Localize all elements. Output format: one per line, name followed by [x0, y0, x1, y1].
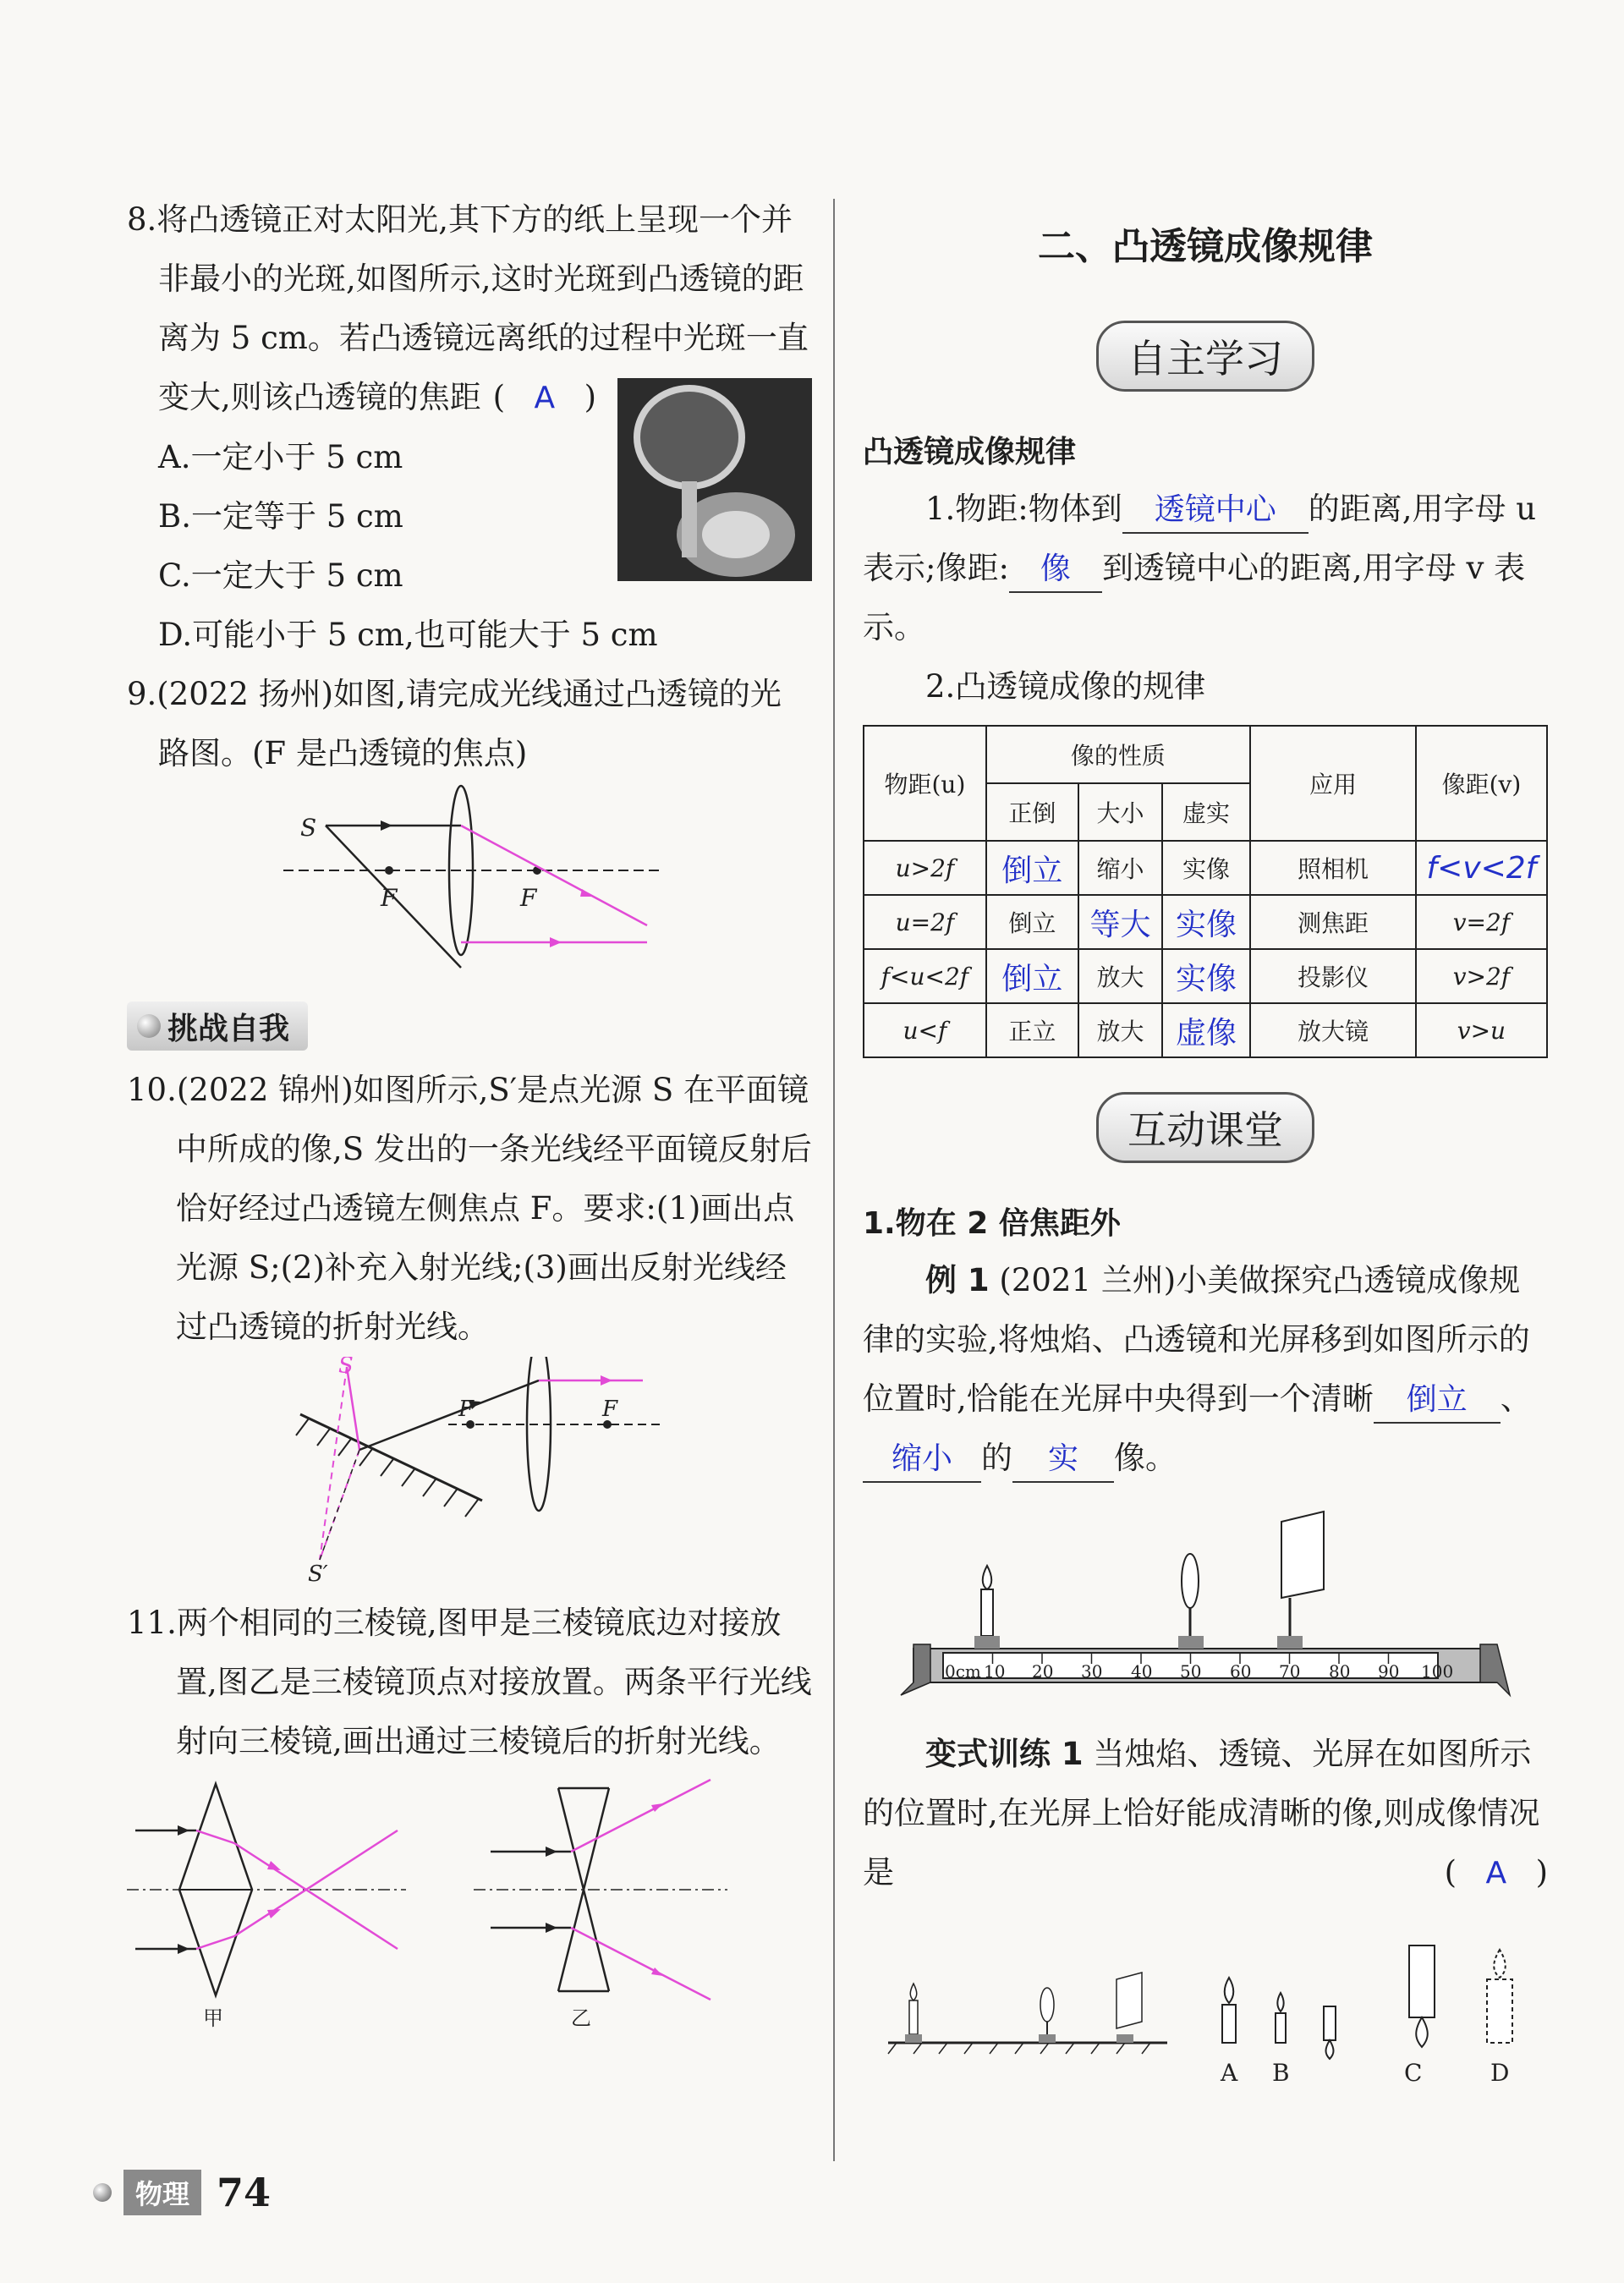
variant1-label: 变式训练 1: [925, 1736, 1084, 1772]
cell-xs: 虚像: [1162, 1003, 1250, 1057]
cell-zd: 正立: [986, 1003, 1078, 1057]
q8-bracket-open: (: [492, 379, 506, 415]
subheading-imaging-rules: 凸透镜成像规律: [863, 435, 1077, 469]
cell-u: u<f: [864, 1003, 986, 1057]
choice-b-label: B: [1272, 2059, 1290, 2087]
bench-tick-90: 90: [1378, 1661, 1400, 1682]
cell-v: v>u: [1416, 1003, 1547, 1057]
question-8: [127, 190, 812, 665]
bench-tick-30: 30: [1081, 1661, 1103, 1682]
imaging-rules-table: [863, 725, 1548, 1058]
section-title: 二、凸透镜成像规律: [1038, 225, 1373, 268]
q10-label-s: S: [338, 1357, 354, 1379]
th-v: 像距(v): [1416, 726, 1547, 841]
lens-icon: [1178, 1554, 1204, 1649]
bench-tick-40: 40: [1131, 1661, 1153, 1682]
q10-label-f-right: F: [602, 1397, 618, 1422]
example1-a: (2021 兰州)小美做探究凸透镜成像规律的实验,将烛焰、凸透镜和光屏移到如图所示的位置时,恰能在光屏中央得到一个清晰: [863, 1262, 1530, 1417]
q9-label-s: S: [300, 814, 317, 842]
q10-text: 10.(2022 锦州)如图所示,S′是点光源 S 在平面镜中所成的像,S 发出的一条光线经平面镜反射后恰好经过凸透镜左侧焦点 F。要求:(1)画出点光源 S;(2)补充入射光线;(3)画出反射光线经过凸透镜的折射光线。: [127, 1072, 812, 1345]
th-zd: 正倒: [986, 783, 1078, 841]
cell-u: u=2f: [864, 895, 986, 949]
magnifier-photo: [617, 378, 812, 581]
q11-prism-diagrams: [127, 1771, 812, 2033]
screen-icon: [1277, 1512, 1324, 1649]
q8-option-b: B.一定等于 5 cm: [158, 498, 403, 535]
q9-text: 9.(2022 扬州)如图,请完成光线通过凸透镜的光路图。(F 是凸透镜的焦点): [127, 676, 782, 771]
table-row: [864, 895, 1547, 949]
page-number: 74: [217, 2170, 272, 2215]
th-xs: 虚实: [1162, 783, 1250, 841]
bench-tick-10: 10: [984, 1661, 1006, 1682]
cell-app: 放大镜: [1250, 1003, 1416, 1057]
choice-d-icon: [1409, 1945, 1435, 2047]
q10-label-s-prime: S′: [308, 1561, 328, 1585]
item1-paragraph: [863, 480, 1548, 657]
th-app: 应用: [1250, 726, 1416, 841]
q8-option-c: C.一定大于 5 cm: [158, 557, 403, 594]
choice-a-icon: [1222, 1978, 1236, 2043]
q8-option-a: A.一定小于 5 cm: [158, 439, 403, 475]
variant1-text: 当烛焰、透镜、光屏在如图所示的位置时,在光屏上恰好能成清晰的像,则成像情况是: [863, 1736, 1540, 1891]
cell-zd: 倒立: [986, 895, 1078, 949]
cell-zd: 倒立: [986, 841, 1078, 895]
prism-jia: [127, 1784, 406, 2030]
optical-bench-figure: [863, 1505, 1548, 1699]
caption-yi: 乙: [571, 2006, 591, 2030]
example1-blank3: 实: [1012, 1437, 1114, 1483]
choice-b-icon: [1276, 1993, 1286, 2043]
bench-tick-60: 60: [1230, 1661, 1252, 1682]
cell-dx: 缩小: [1078, 841, 1162, 895]
bullet-dot-icon: [137, 1014, 161, 1038]
example1-sep: 、: [1500, 1380, 1532, 1417]
item1-b: 的距离,用字母 u 表示;像距:: [863, 491, 1537, 586]
choice-d2-icon: [1487, 1950, 1512, 2043]
q11-text: 11.两个相同的三棱镜,图甲是三棱镜底边对接放置,图乙是三棱镜顶点对接放置。两条平行光线射向三棱镜,画出通过三棱镜后的折射光线。: [127, 1605, 812, 1759]
q9-label-f-right: F: [520, 884, 537, 912]
cell-app: 投影仪: [1250, 949, 1416, 1003]
cell-zd: 倒立: [986, 949, 1078, 1003]
table-row: [864, 1003, 1547, 1057]
bench-tick-100: 100: [1421, 1661, 1454, 1682]
cell-v: v>2f: [1416, 949, 1547, 1003]
variant1-answer: A: [1485, 1856, 1507, 1891]
cell-xs: 实像: [1162, 895, 1250, 949]
q8-bracket-close: ): [584, 379, 596, 415]
cell-u: f<u<2f: [864, 949, 986, 1003]
q9-label-f-left: F: [381, 884, 398, 912]
cell-dx: 放大: [1078, 949, 1162, 1003]
th-u: 物距(u): [864, 726, 986, 841]
cell-dx: 等大: [1078, 895, 1162, 949]
cell-app: 照相机: [1250, 841, 1416, 895]
q8-answer: A: [534, 381, 556, 415]
left-column: [127, 190, 812, 2033]
item1-c: 到透镜中心的距离,用字母 v 表示。: [863, 550, 1526, 645]
column-divider: [833, 199, 835, 2161]
choice-c-label: C: [1404, 2059, 1423, 2087]
q10-mirror-diagram: [127, 1357, 812, 1585]
self-study-badge: [863, 321, 1548, 392]
table-row: [864, 949, 1547, 1003]
example1-de: 的: [981, 1440, 1012, 1476]
footer-subject: 物理: [123, 2170, 201, 2215]
th-dx: 大小: [1078, 783, 1162, 841]
bench-tick-70: 70: [1279, 1661, 1301, 1682]
bench-tick-20: 20: [1032, 1661, 1054, 1682]
page-footer: [93, 2170, 271, 2215]
table-row: [864, 841, 1547, 895]
cell-xs: 实像: [1162, 841, 1250, 895]
cell-dx: 放大: [1078, 1003, 1162, 1057]
cell-v: v=2f: [1416, 895, 1547, 949]
item2-text: 2.凸透镜成像的规律: [925, 668, 1206, 705]
bench-tick-80: 80: [1329, 1661, 1351, 1682]
cell-xs: 实像: [1162, 949, 1250, 1003]
example1-blank1: 倒立: [1374, 1378, 1501, 1424]
challenge-bar: [127, 1002, 308, 1051]
bench-tick-0: 0cm: [945, 1661, 981, 1682]
variant1-bracket-open: (: [1444, 1854, 1457, 1891]
choice-a-label: A: [1221, 2059, 1238, 2087]
challenge-label: 挑战自我: [167, 1011, 290, 1046]
footer-dot-icon: [93, 2183, 112, 2202]
sub1-text: 1.物在 2 倍焦距外: [863, 1206, 1121, 1241]
item1-a: 1.物距:物体到: [925, 491, 1122, 527]
self-study-label: 自主学习: [1096, 321, 1314, 392]
choice-d-label: D: [1490, 2059, 1510, 2087]
interactive-label: 互动课堂: [1096, 1092, 1314, 1163]
q8-text: 8.将凸透镜正对太阳光,其下方的纸上呈现一个并非最小的光斑,如图所示,这时光斑到凸透镜的距离为 5 cm。若凸透镜远离纸的过程中光斑一直变大,则该凸透镜的焦距: [127, 201, 809, 415]
item1-blank1: 透镜中心: [1122, 488, 1309, 534]
variant1-bracket-close: ): [1535, 1854, 1548, 1891]
bench-tick-50: 50: [1180, 1661, 1202, 1682]
cell-v: f<v<2f: [1416, 841, 1547, 895]
example1-paragraph: [863, 1251, 1548, 1488]
cell-app: 测焦距: [1250, 895, 1416, 949]
variant1-choices-figure: [863, 1912, 1548, 2098]
example1-blank2: 缩小: [863, 1437, 981, 1483]
example1-label: 例 1: [925, 1262, 990, 1298]
right-column: [863, 190, 1548, 2098]
q9-lens-diagram: [127, 783, 812, 995]
cell-u: u>2f: [864, 841, 986, 895]
candle-icon: [974, 1566, 1000, 1649]
th-nature: 像的性质: [986, 726, 1250, 783]
item1-blank2: 像: [1009, 547, 1102, 593]
choice-c-icon: [1324, 2006, 1336, 2059]
prism-yi: [474, 1780, 727, 2030]
interactive-badge: [863, 1092, 1548, 1163]
q10-label-f-left: F: [458, 1397, 475, 1422]
caption-jia: 甲: [203, 2006, 223, 2030]
example1-end: 像。: [1114, 1440, 1177, 1476]
q8-option-d: D.可能小于 5 cm,也可能大于 5 cm: [158, 617, 658, 653]
